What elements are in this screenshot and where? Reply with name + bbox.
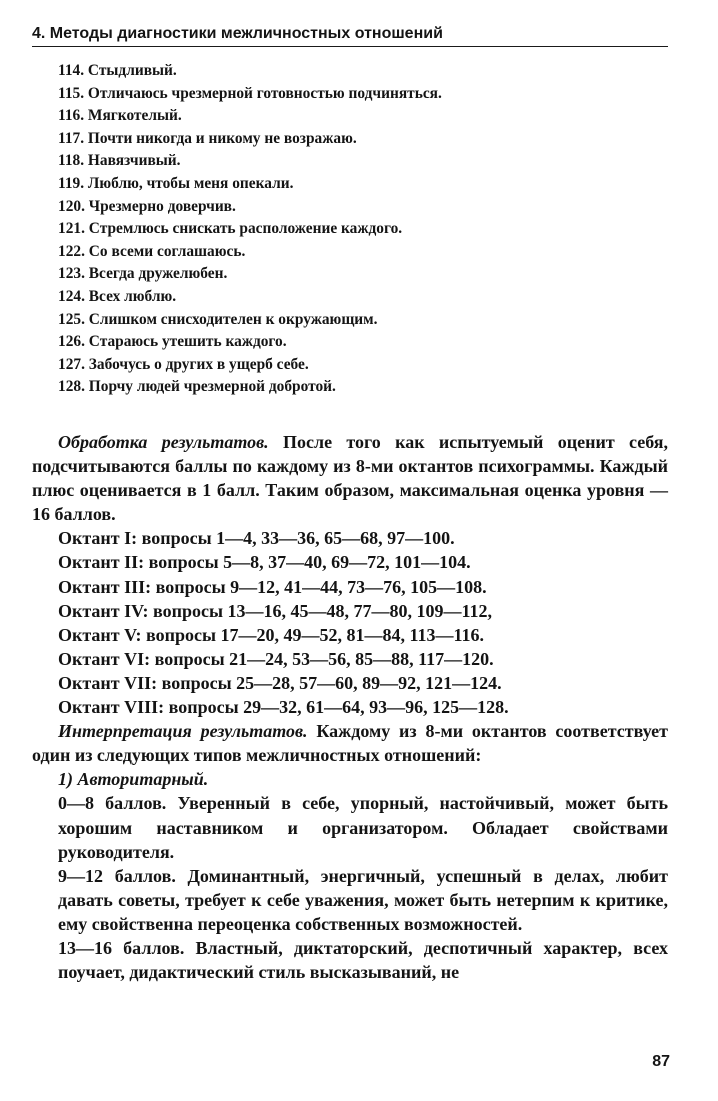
octant-list [58,526,668,719]
main-text [32,430,668,984]
list-item: 124. Всех люблю. [58,287,177,305]
level-paragraph: 9—12 баллов. Доминантный, энергичный, успешный в делах, любит давать советы, требует к себе уважения, может быть нетерпим к критике, ему свойственна переоценка собственных возможностей. [58,865,668,934]
running-title: 4. Методы диагностики межличностных отношений [32,25,443,42]
list-item: 114. Стыдливый. [58,62,177,79]
octant-line: Октант III: вопросы 9—12, 41—44, 73—76, 105—108. [58,576,487,597]
questionnaire-items-list [58,60,442,399]
list-item: 121. Стремлюсь снискать расположение каждого. [58,220,403,238]
list-item: 125. Слишком снисходителен к окружающим. [58,310,378,328]
processing-text: После того как испытуемый оценит себя, подсчитываются баллы по каждому из 8-ми октантов психограммы. Каждый плюс оценивается в 1 балл. Таким образом, максимальная оценка уровня — 16 баллов. [32,432,668,525]
list-item: 119. Люблю, чтобы меня опекали. [58,174,294,192]
octant-line: Октант V: вопросы 17—20, 49—52, 81—84, 113—116. [58,624,485,645]
octant-line: Октант IV: вопросы 13—16, 45—48, 77—80, 109—112, [58,600,493,621]
list-item: 123. Всегда дружелюбен. [58,265,228,283]
interpretation-heading: Интерпретация результатов. [58,721,308,742]
list-item: 126. Стараюсь утешить каждого. [58,333,287,351]
interpretation-text: Каждому из 8-ми октантов соответствует один из следующих типов межличностных отношений: [32,721,668,766]
processing-heading: Обработка результатов. [58,432,269,452]
type-heading: 1) Авторитарный. [58,769,209,790]
list-item: 128. Порчу людей чрезмерной добротой. [58,378,336,396]
octant-line: Октант VII: вопросы 25—28, 57—60, 89—92, 121—124. [58,672,502,693]
octant-line: Октант II: вопросы 5—8, 37—40, 69—72, 101—104. [58,552,471,573]
list-item: 115. Отличаюсь чрезмерной готовностью подчиняться. [58,84,442,102]
list-item: 127. Забочусь о других в ущерб себе. [58,355,309,373]
running-header [32,22,668,47]
list-item: 116. Мягкотелый. [58,107,182,125]
octant-line: Октант VI: вопросы 21—24, 53—56, 85—88, 117—120. [58,648,494,669]
octant-line: Октант VIII: вопросы 29—32, 61—64, 93—96, 125—128. [58,697,509,718]
list-item: 120. Чрезмерно доверчив. [58,197,236,215]
list-item: 118. Навязчивый. [58,152,181,170]
page-number: 87 [652,1053,670,1070]
level-paragraph: 0—8 баллов. Уверенный в себе, упорный, настойчивый, может быть хорошим наставником и организатором. Обладает свойствами руководителя. [58,793,668,862]
list-item: 122. Со всеми соглашаюсь. [58,242,246,260]
octant-line: Октант I: вопросы 1—4, 33—36, 65—68, 97—100. [58,528,455,549]
level-paragraph: 13—16 баллов. Властный, диктаторский, деспотичный характер, всех поучает, дидактический стиль высказываний, не [58,937,668,983]
processing-paragraph [32,430,668,526]
interpretation-paragraph [32,719,668,767]
list-item: 117. Почти никогда и никому не возражаю. [58,129,357,147]
